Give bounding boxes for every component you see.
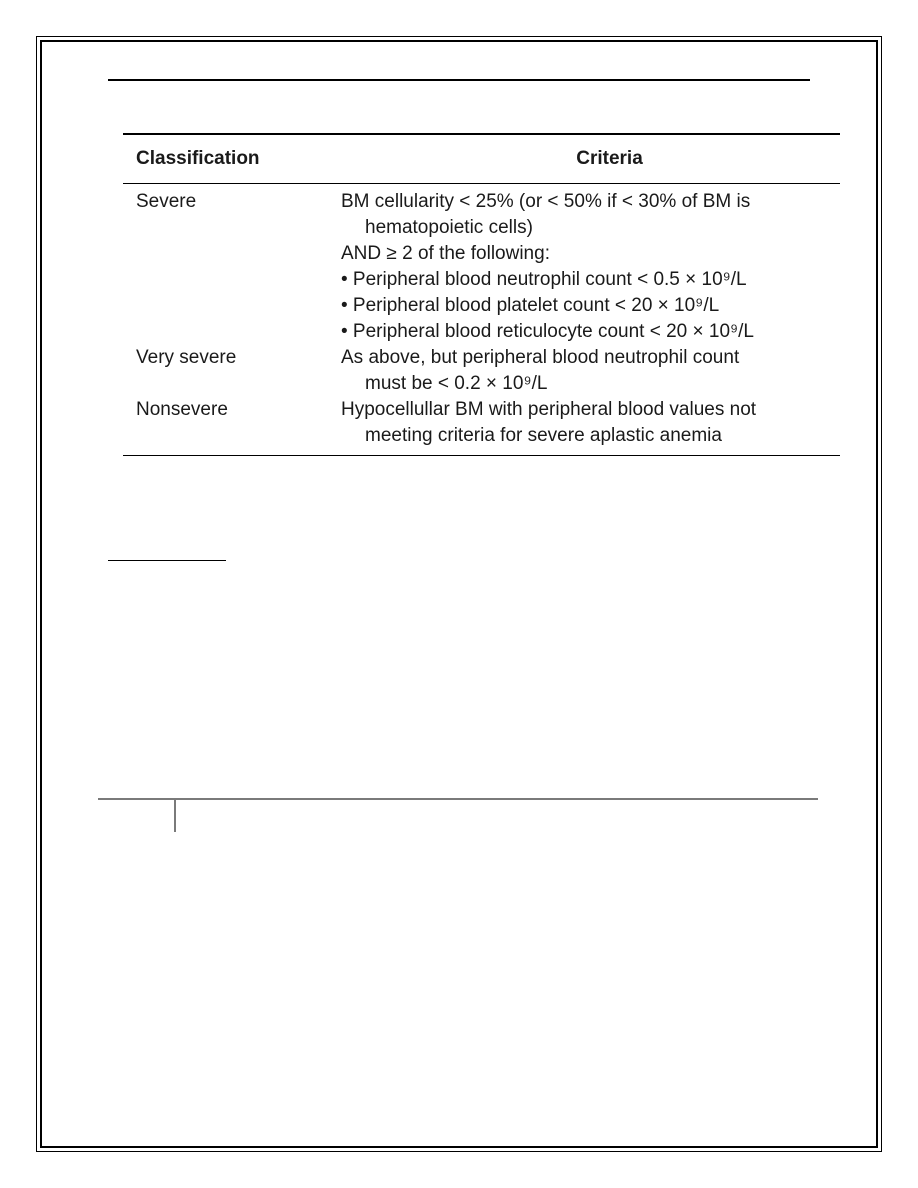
criteria-line: As above, but peripheral blood neutrophil count — [341, 347, 740, 368]
criteria-line: must be < 0.2 × 10⁹/L — [365, 373, 548, 394]
criteria-bullet: • Peripheral blood platelet count < 20 × 10⁹/L — [341, 295, 720, 316]
criteria-bullet: • Peripheral blood neutrophil count < 0.5 × 10⁹/L — [341, 269, 747, 290]
criteria-bullet: • Peripheral blood reticulocyte count < 20 × 10⁹/L — [341, 321, 754, 342]
table-row-nonsevere — [123, 397, 840, 449]
criteria-line: Hypocellullar BM with peripheral blood values not — [341, 399, 757, 420]
classification-cell: Nonsevere — [136, 399, 228, 420]
classification-cell: Very severe — [136, 347, 237, 368]
classification-cell: Severe — [136, 191, 197, 212]
footnote-rule — [108, 560, 226, 561]
aplastic-anemia-classification-table — [123, 133, 840, 456]
column-header-criteria: Criteria — [576, 148, 643, 169]
table-bottom-rule — [123, 455, 840, 456]
column-header-classification: Classification — [136, 148, 260, 169]
table-body — [123, 184, 840, 455]
criteria-line: meeting criteria for severe aplastic anemia — [365, 425, 722, 446]
table-row-severe — [123, 189, 840, 345]
criteria-cell — [341, 189, 840, 345]
table-header-row — [123, 135, 840, 183]
table-row-very-severe — [123, 345, 840, 397]
footer-rule — [98, 798, 818, 800]
criteria-cell — [341, 345, 840, 397]
criteria-line: BM cellularity < 25% (or < 50% if < 30% of BM is — [341, 191, 751, 212]
criteria-line: AND ≥ 2 of the following: — [341, 243, 550, 264]
header-rule — [108, 79, 810, 81]
criteria-line: hematopoietic cells) — [365, 217, 533, 238]
criteria-cell — [341, 397, 840, 449]
footer-divider-tick — [174, 798, 176, 832]
